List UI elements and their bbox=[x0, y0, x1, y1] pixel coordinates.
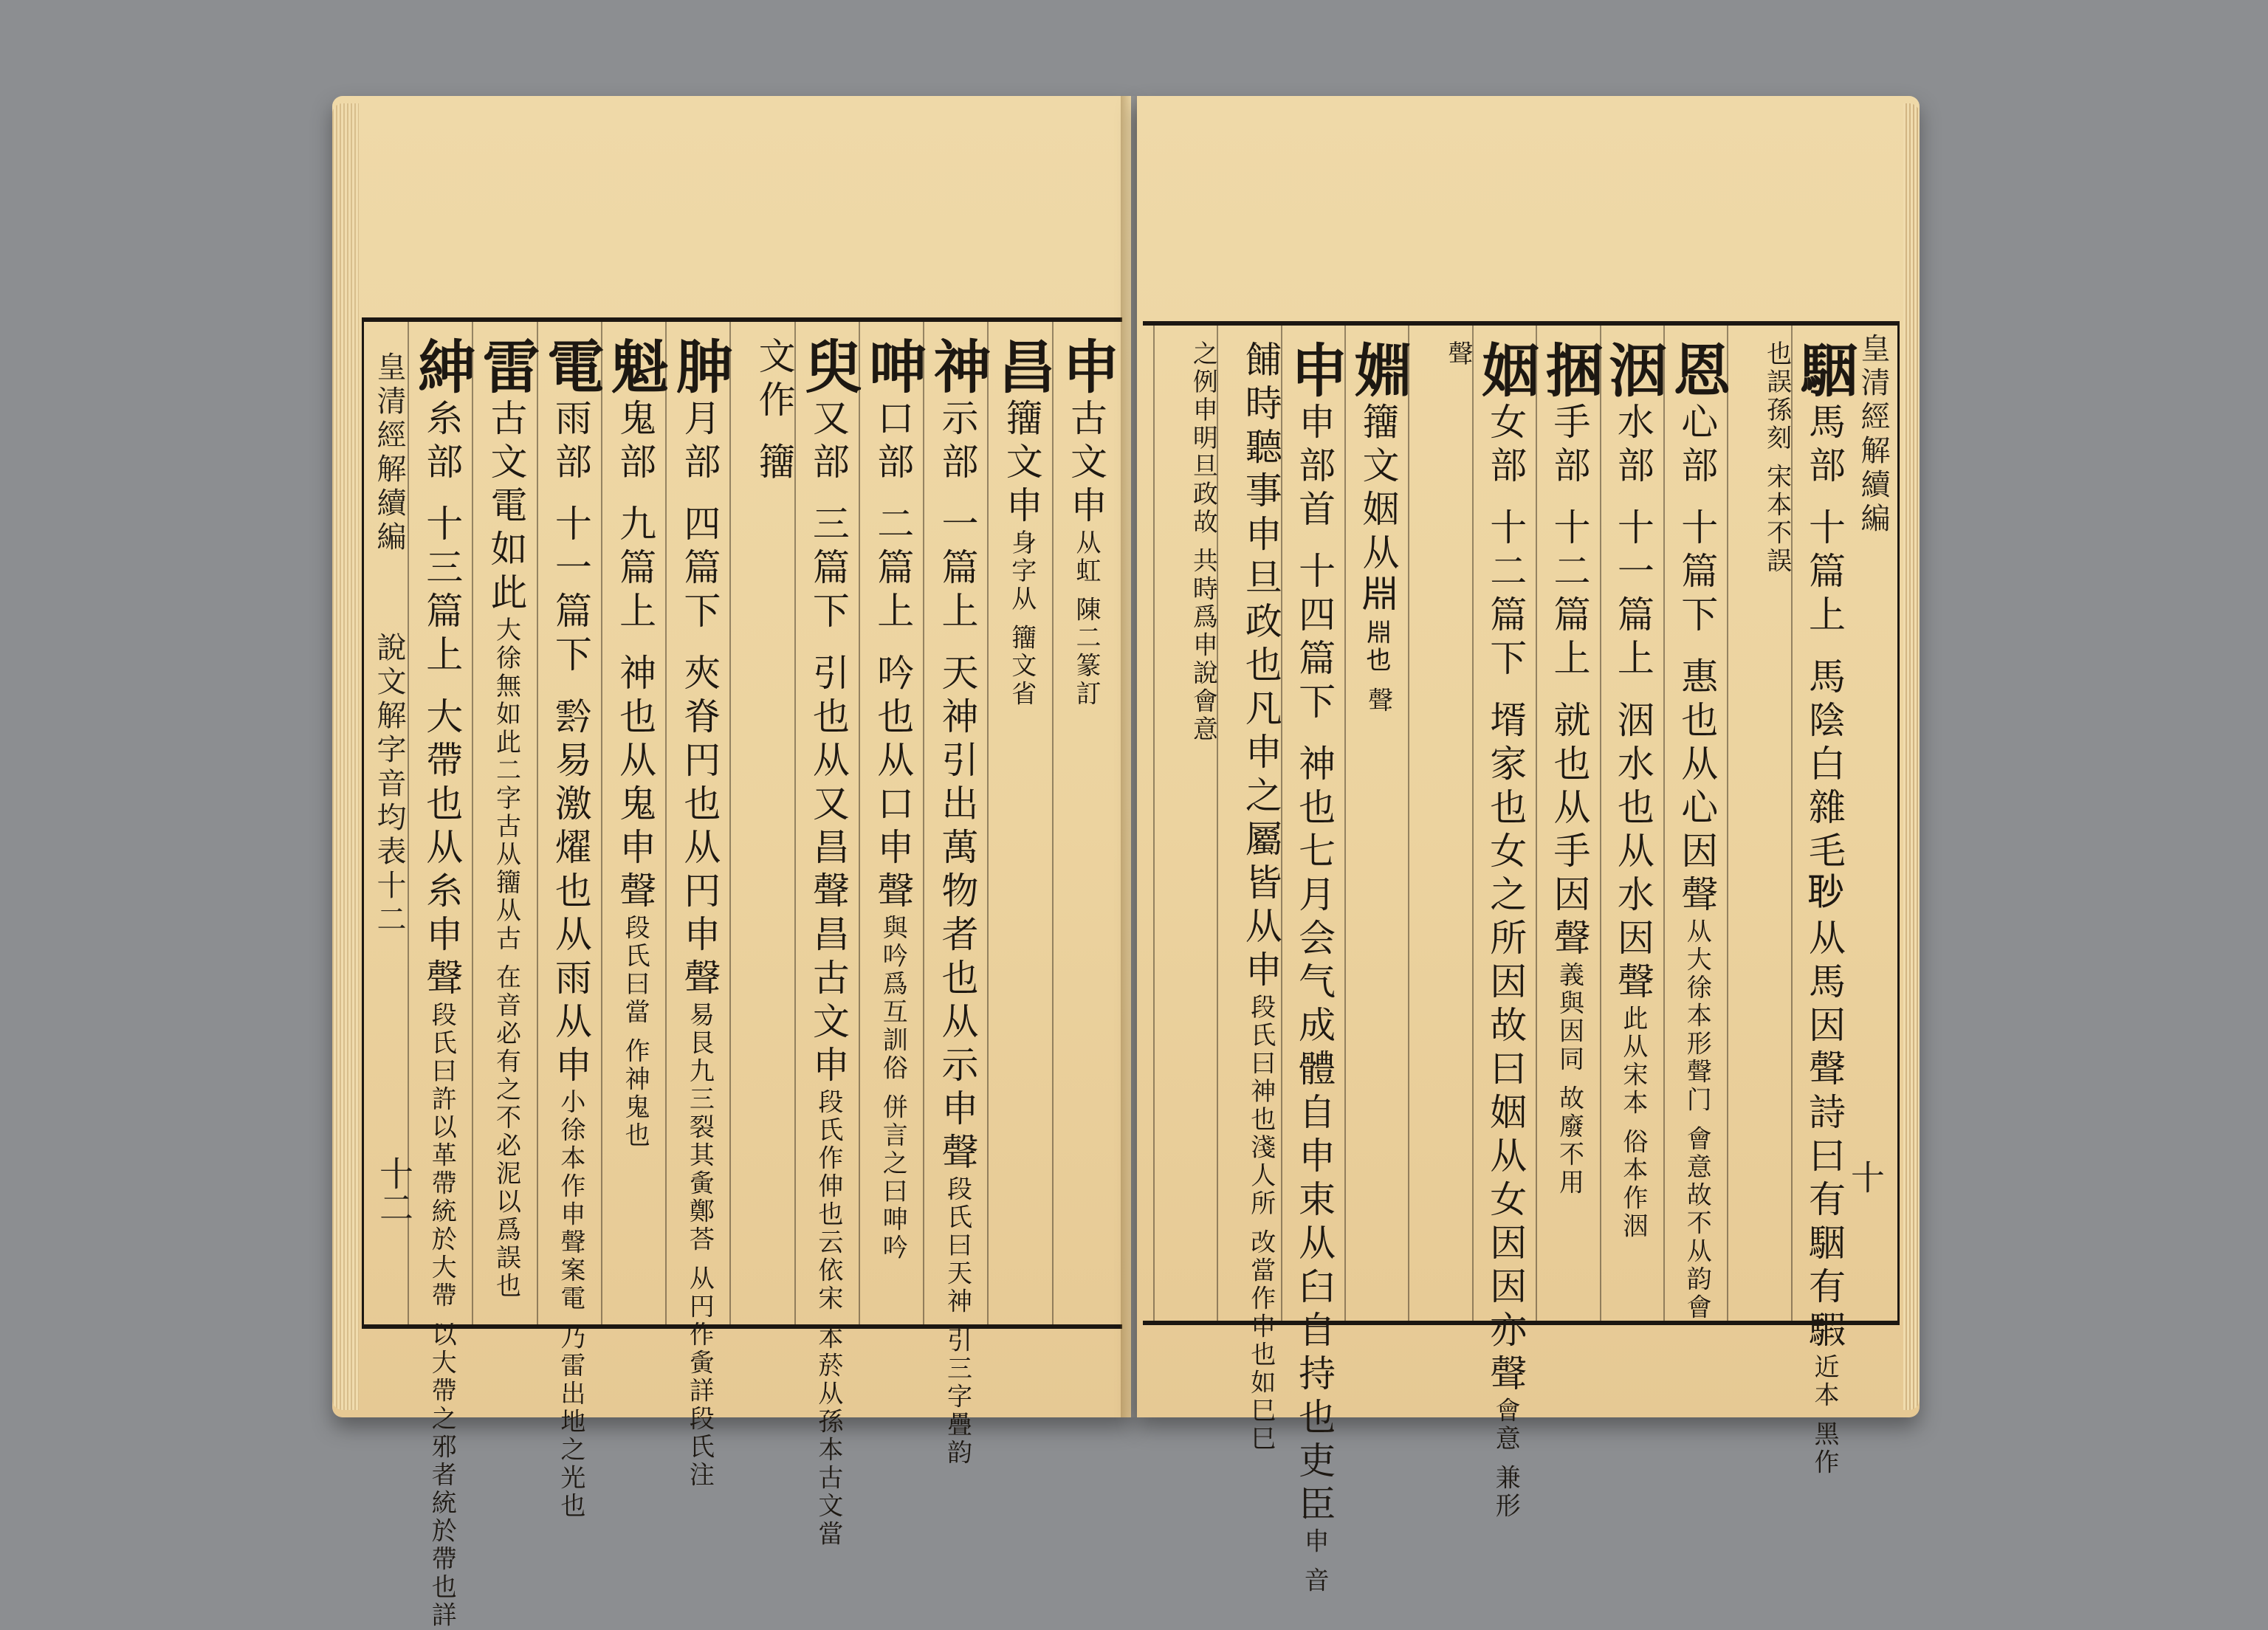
text-column bbox=[1411, 340, 1473, 1315]
headword: 紳 bbox=[408, 337, 476, 399]
column-rule bbox=[408, 322, 409, 1324]
left-text-frame bbox=[362, 317, 1122, 1630]
column-rule bbox=[601, 322, 602, 1324]
headword: 魁 bbox=[602, 337, 670, 399]
headword: 呻 bbox=[859, 337, 927, 399]
commentary-note: 義與因同 故廢不用 bbox=[1554, 961, 1584, 1197]
left-page-edges bbox=[332, 103, 359, 1410]
commentary-note: 大徐無如此二字古从籒从古 在音必有之不必泥以爲誤也 bbox=[491, 616, 521, 1301]
headword: 申 bbox=[1281, 340, 1349, 402]
text-column bbox=[988, 337, 1056, 1311]
commentary-note: 近本 黑作 bbox=[1810, 1353, 1839, 1477]
gloss-text: 古文申 bbox=[1065, 399, 1107, 529]
column-rule bbox=[1153, 326, 1155, 1321]
left-side-subtitle: 說文解字音均表十二 bbox=[372, 632, 406, 938]
commentary-note: 身字从 籒文省 bbox=[1006, 529, 1037, 709]
text-column bbox=[666, 337, 734, 1490]
text-column bbox=[602, 337, 670, 1311]
headword: 雷 bbox=[472, 337, 540, 399]
gloss-text: 心部 十篇下 惠也从心因聲 bbox=[1675, 402, 1719, 918]
gloss-text: 籒文申 bbox=[1000, 399, 1043, 529]
headword: 婣 bbox=[1344, 340, 1412, 402]
text-column bbox=[1344, 340, 1412, 1315]
gloss-text: 申部首 十四篇下 神也七月会气成體自申束从臼自持也吏臣 bbox=[1293, 402, 1336, 1528]
column-rule bbox=[923, 322, 924, 1324]
column-rule bbox=[729, 322, 731, 1324]
column-rule bbox=[1600, 326, 1601, 1321]
commentary-note: 𣶒也 聲 bbox=[1363, 620, 1393, 715]
gloss-text: 水部 十一篇上 洇水也从水因聲 bbox=[1611, 402, 1654, 1005]
gloss-text: 籒文姻从𣶒 bbox=[1356, 402, 1400, 620]
commentary-note: 段氏曰許以革帶統於大帶 以大帶之邪者統於帶也詳 bbox=[427, 1001, 457, 1630]
commentary-note: 易艮九三裂其夤鄭荅 从円作夤詳段氏注 bbox=[684, 1001, 715, 1490]
text-column bbox=[794, 337, 862, 1549]
text-column bbox=[1156, 340, 1218, 1315]
text-column bbox=[1472, 340, 1540, 1521]
gloss-text: 雨部 十一篇下 霒易激燿也从雨从申 bbox=[549, 399, 592, 1089]
commentary-note: 會意 兼形 bbox=[1491, 1397, 1521, 1521]
open-book bbox=[332, 96, 1920, 1630]
column-rule bbox=[1052, 322, 1054, 1324]
headword: 申 bbox=[1053, 337, 1120, 399]
commentary-note: 段氏作伸也云依宋 本菸从孫本古文當 bbox=[813, 1088, 843, 1549]
commentary-note: 段氏曰當 作神鬼也 bbox=[620, 914, 650, 1150]
right-page bbox=[1137, 96, 1920, 1595]
commentary-note: 此从宋本 俗本作洇 bbox=[1618, 1005, 1648, 1241]
commentary-note: 之例申明旦政故 共時爲申說會意 bbox=[1188, 340, 1218, 744]
headword: 電 bbox=[537, 337, 605, 399]
left-folio: 十二 bbox=[374, 1156, 414, 1224]
text-column bbox=[859, 337, 927, 1311]
gloss-text: 月部 四篇下 夾脊円也从円申聲 bbox=[678, 399, 721, 1002]
headword: 恩 bbox=[1663, 340, 1731, 402]
commentary-note: 與吟爲互訓俗 併言之曰呻吟 bbox=[878, 914, 908, 1262]
headword: 捆 bbox=[1536, 340, 1604, 402]
commentary-note: 申 音 bbox=[1299, 1527, 1330, 1595]
column-rule bbox=[1663, 326, 1665, 1321]
column-rule bbox=[537, 322, 538, 1324]
text-column bbox=[472, 337, 540, 1311]
right-page-edges bbox=[1903, 103, 1920, 1410]
column-rule bbox=[472, 322, 473, 1324]
gloss-text: 糸部 十三篇上 大帶也从糸申聲 bbox=[420, 399, 464, 1002]
headword: 臾 bbox=[794, 337, 862, 399]
headword: 洇 bbox=[1599, 340, 1667, 402]
text-column bbox=[1220, 340, 1282, 1454]
commentary-note: 也誤孫刻 宋本不誤 bbox=[1762, 340, 1792, 576]
column-rule bbox=[859, 322, 860, 1324]
gloss-text: 文作 籒 bbox=[752, 337, 796, 486]
column-rule bbox=[1536, 326, 1537, 1321]
commentary-note: 聲 bbox=[1443, 340, 1473, 368]
gloss-text: 古文電如此 bbox=[484, 399, 528, 616]
text-column bbox=[408, 337, 476, 1630]
text-column bbox=[1281, 340, 1349, 1595]
left-page bbox=[332, 96, 1131, 1630]
text-column bbox=[537, 337, 605, 1521]
text-column bbox=[1663, 340, 1731, 1322]
commentary-note: 段氏曰神也淺人所 改當作申也如巳巳 bbox=[1245, 994, 1276, 1454]
commentary-note: 从大徐本形聲门 會意故不从韵會 bbox=[1682, 918, 1712, 1322]
text-column bbox=[1053, 337, 1120, 1311]
column-rule bbox=[1472, 326, 1474, 1321]
headword: 姻 bbox=[1472, 340, 1540, 402]
text-column bbox=[1536, 340, 1604, 1315]
text-column bbox=[1730, 340, 1792, 1315]
gloss-text: 餔時聽事申旦政也凡申之屬皆从申 bbox=[1239, 340, 1282, 994]
commentary-note: 段氏曰天神 引三字疊韵 bbox=[942, 1175, 972, 1468]
text-column bbox=[924, 337, 992, 1468]
column-rule bbox=[1408, 326, 1409, 1321]
headword: 駰 bbox=[1791, 340, 1858, 402]
commentary-note: 从虹 陳二篆訂 bbox=[1071, 529, 1101, 709]
right-text-frame bbox=[1143, 321, 1900, 1595]
headword: 神 bbox=[924, 337, 992, 399]
gloss-text: 女部 十二篇下 壻家也女之所因故曰姻从女因因亦聲 bbox=[1484, 402, 1528, 1397]
column-rule bbox=[1727, 326, 1728, 1321]
column-rule bbox=[1344, 326, 1346, 1321]
right-folio: 十 bbox=[1846, 1160, 1886, 1194]
commentary-note: 小徐本作申聲案電 乃雷出地之光也 bbox=[555, 1088, 585, 1521]
gloss-text: 手部 十二篇上 就也从手因聲 bbox=[1547, 402, 1591, 962]
gloss-text: 口部 二篇上 吟也从口申聲 bbox=[871, 399, 915, 915]
headword: 胂 bbox=[666, 337, 734, 399]
column-rule bbox=[665, 322, 667, 1324]
left-side-title: 皇清經解續編 bbox=[372, 351, 406, 555]
gloss-text: 示部 一篇上 天神引出萬物者也从示申聲 bbox=[935, 399, 979, 1176]
gloss-text: 又部 三篇下 引也从又昌聲昌古文申 bbox=[806, 399, 850, 1089]
text-column bbox=[1599, 340, 1667, 1315]
gloss-text: 馬部 十篇上 馬陰白雜毛𦕈从馬因聲詩曰有駰有騢 bbox=[1803, 402, 1846, 1354]
headword: 昌 bbox=[988, 337, 1056, 399]
text-column bbox=[732, 337, 796, 1311]
right-side-title: 皇清經解續編 bbox=[1856, 333, 1890, 537]
text-column bbox=[1791, 340, 1858, 1477]
column-rule bbox=[987, 322, 989, 1324]
gloss-text: 鬼部 九篇上 神也从鬼申聲 bbox=[614, 399, 657, 915]
